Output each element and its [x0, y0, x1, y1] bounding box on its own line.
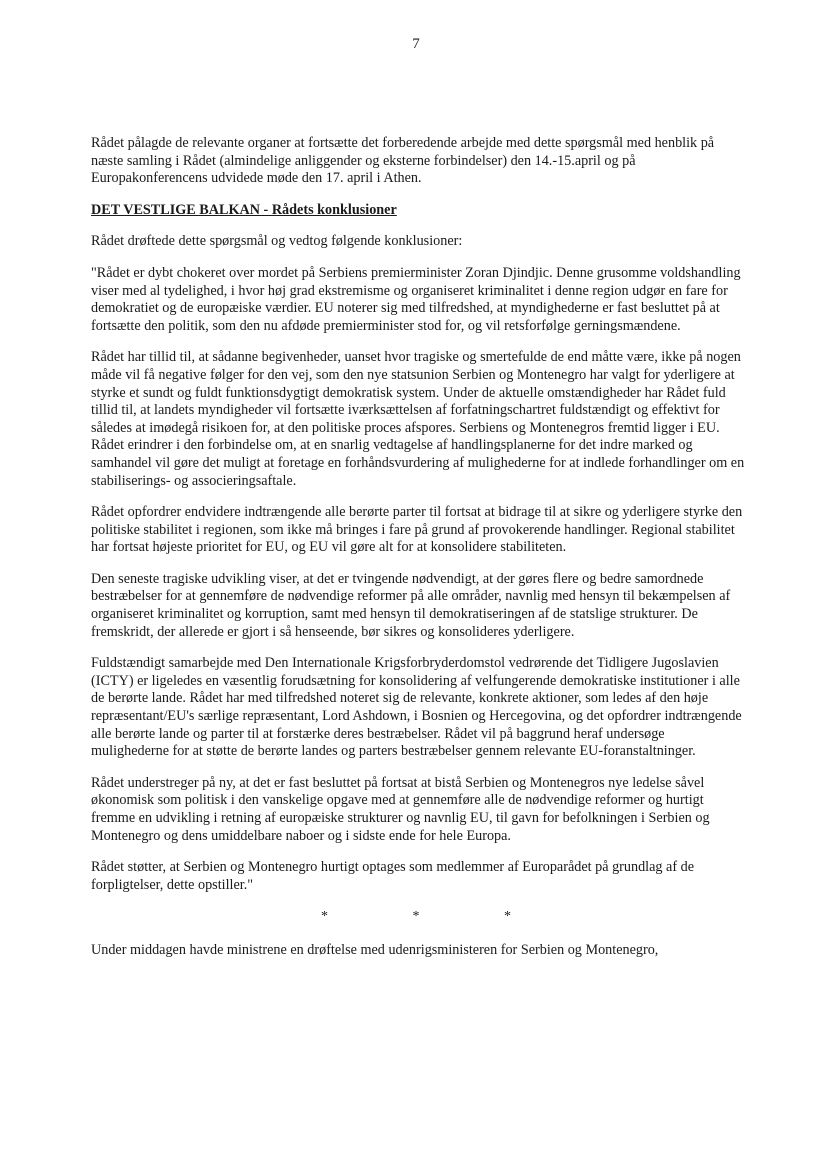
separator-star: * [412, 909, 420, 925]
paragraph-1: "Rådet er dybt chokeret over mordet på Serbiens premierminister Zoran Djindjic. Denne grusomme voldshandling viser med al tydelighed, i hvor høj grad ekstremisme og organiseret kriminalitet i denne region udgør en fare for demokratiet og de europæiske værdier. EU noterer sig med tilfredshed, at myndighederne er fast besluttet på at fortsætte den politik, som den nu afdøde premierminister stod for, og vil retsforfølge gerningsmændene. [91, 264, 741, 334]
section-intro: Rådet drøftede dette spørgsmål og vedtog følgende konklusioner: [91, 233, 463, 250]
section-separator [321, 908, 511, 926]
paragraph-7: Rådet støtter, at Serbien og Montenegro hurtigt optages som medlemmer af Europarådet på grundlag af de forpligtelser, dette opstiller." [91, 859, 695, 893]
paragraph-5: Fuldstændigt samarbejde med Den Internationale Krigsforbryderdomstol vedrørende det Tidligere Jugoslavien (ICTY) er ligeledes en væsentlig forudsætning for konsolidering af velfungerende demokratiske institutioner i alle de berørte lande. Rådet har med tilfredshed noteret sig de relevante, konkrete aktioner, som ledes af den høje repræsentant/EU's særlige repræsentant, Lord Ashdown, i Bosnien og Hercegovina, og det opfordrer indtrængende alle berørte lande og parter til at forstærke deres bestræbelser. Rådet vil på baggrund heraf undersøge mulighederne for at støtte de berørte landes og parters bestræbelser gennem relevante EU-foranstaltninger. [91, 655, 742, 760]
document-body [91, 135, 746, 974]
page-number: 7 [412, 36, 420, 52]
separator-star: * [321, 909, 328, 925]
paragraph-6: Rådet understreger på ny, at det er fast besluttet på fortsat at bistå Serbien og Montenegros nye ledelse såvel økonomisk som politisk i den vanskelige opgave med at gennemføre alle de nødvendige reformer og hurtigt fremme en udvikling i retning af europæiske strukturer og navnlig EU, til gavn for befolkningen i Serbien og Montenegro og dens umiddelbare naboer og i sidste ende for hele Europa. [91, 774, 710, 844]
paragraph-4: Den seneste tragiske udvikling viser, at det er tvingende nødvendigt, at der gøres flere og bedre samordnede bestræbelser for at gennemføre de nødvendige reformer på alle områder, navnlig med hensyn til bekæmpelsen af organiseret kriminalitet og korruption, samt med hensyn til demokratiseringen af de statslige strukturer. De fremskridt, der allerede er gjort i så henseende, bør sikres og konsolideres yderligere. [91, 570, 731, 640]
section-heading: DET VESTLIGE BALKAN - Rådets konklusioner [91, 201, 397, 218]
paragraph-2: Rådet har tillid til, at sådanne begivenheder, uanset hvor tragiske og smertefulde de end måtte være, ikke på nogen måde vil få negative følger for den vej, som den nye statsunion Serbien og Montenegro har valgt for yderligere at styrke et sundt og fuldt funktionsdygtigt demokratisk system. Under de aktuelle omstændigheder har Rådet fuld tillid til, at landets myndigheder vil fortsætte iværksættelsen af forfatningschartret fuldstændigt og effektivt for således at imødegå risikoen for, at den politiske proces afspores. Serbiens og Montenegros fremtid ligger i EU. Rådet erindrer i den forbindelse om, at en snarlig vedtagelse af handlingsplanerne for det indre marked og samhandel vil gøre det muligt at foretage en forhåndsvurdering af mulighederne for at indlede forhandlinger om en stabiliserings- og associeringsaftale. [91, 349, 745, 489]
paragraph-3: Rådet opfordrer endvidere indtrængende alle berørte parter til fortsat at bidrage til at sikre og yderligere styrke den politiske stabilitet i regionen, som ikke må bringes i fare på grund af provokerende handlinger. Regional stabilitet har fortsat højeste prioritet for EU, og EU vil gøre alt for at konsolidere stabiliteten. [91, 504, 743, 556]
intro-paragraph: Rådet pålagde de relevante organer at fortsætte det forberedende arbejde med dette spørgsmål med henblik på næste samling i Rådet (almindelige anliggender og eksterne forbindelser) den 14.-15.april og på Europakonferencens udvidede møde den 17. april i Athen. [91, 135, 715, 187]
separator-star: * [504, 909, 511, 925]
closing-paragraph: Under middagen havde ministrene en drøftelse med udenrigsministeren for Serbien og Montenegro, [91, 941, 659, 958]
